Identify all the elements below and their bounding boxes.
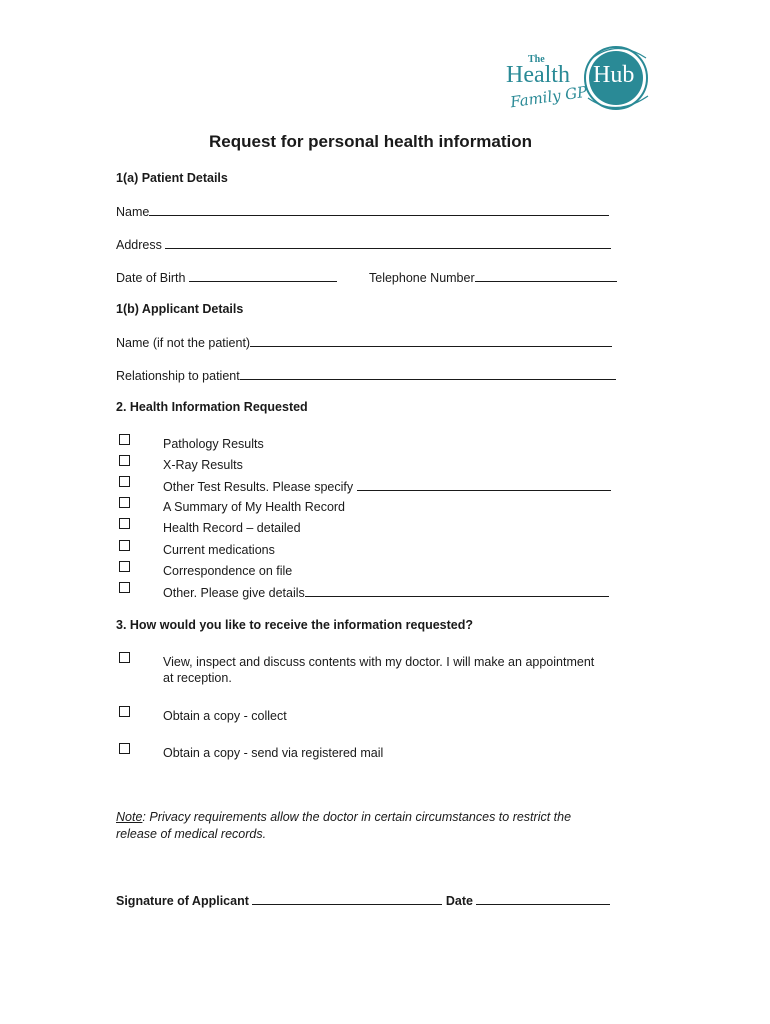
applicant-name-row <box>116 334 612 351</box>
note-label: Note <box>116 810 143 824</box>
option-view-with-doctor-line-2: at reception. <box>163 671 232 685</box>
patient-telephone-field[interactable] <box>475 269 617 282</box>
checkbox-correspondence[interactable] <box>119 561 130 572</box>
privacy-note-line-1 <box>116 809 571 826</box>
patient-name-row <box>116 203 609 220</box>
item-other-test-results: Other Test Results. Please specify <box>163 480 354 494</box>
item-other: Other. Please give details <box>163 586 305 600</box>
signature-field[interactable] <box>252 892 442 905</box>
applicant-name-field[interactable] <box>250 334 612 347</box>
item-correspondence: Correspondence on file <box>163 564 293 578</box>
section-2-heading: 2. Health Information Requested <box>116 400 308 414</box>
patient-address-label: Address <box>116 238 162 252</box>
patient-address-row <box>116 236 611 253</box>
note-text-1: : Privacy requirements allow the doctor in certain circumstances to restrict the <box>142 810 572 824</box>
patient-dob-row <box>116 269 337 286</box>
patient-name-label: Name <box>116 205 150 219</box>
signature-label: Signature of Applicant <box>116 894 249 908</box>
item-pathology-results: Pathology Results <box>163 437 264 451</box>
logo-family-gp-text: Family GP <box>509 82 589 112</box>
patient-telephone-label: Telephone Number <box>369 271 475 285</box>
patient-telephone-row <box>369 269 617 286</box>
signature-row <box>116 892 610 909</box>
checkbox-other[interactable] <box>119 582 130 593</box>
option-view-with-doctor-line-1: View, inspect and discuss contents with my doctor. I will make an appointment <box>163 655 595 669</box>
checkbox-view-with-doctor[interactable] <box>119 652 130 663</box>
section-1a-heading: 1(a) Patient Details <box>116 171 228 185</box>
date-field[interactable] <box>476 892 610 905</box>
checkbox-current-medications[interactable] <box>119 540 130 551</box>
item-other-row <box>163 584 609 601</box>
section-3-heading: 3. How would you like to receive the information requested? <box>116 618 474 632</box>
other-test-results-field[interactable] <box>357 478 611 491</box>
applicant-name-label: Name (if not the patient) <box>116 336 251 350</box>
checkbox-health-record-detailed[interactable] <box>119 518 130 529</box>
patient-address-field[interactable] <box>165 236 611 249</box>
checkbox-xray-results[interactable] <box>119 455 130 466</box>
patient-dob-label: Date of Birth <box>116 271 186 285</box>
checkbox-pathology-results[interactable] <box>119 434 130 445</box>
item-health-summary: A Summary of My Health Record <box>163 500 346 514</box>
checkbox-other-test-results[interactable] <box>119 476 130 487</box>
logo-health-text: Health <box>506 62 570 88</box>
option-copy-collect: Obtain a copy - collect <box>163 709 287 723</box>
health-hub-logo <box>498 40 658 120</box>
item-health-record-detailed: Health Record – detailed <box>163 521 301 535</box>
logo-hub-text: Hub <box>593 62 635 88</box>
relationship-label: Relationship to patient <box>116 369 240 383</box>
checkbox-health-summary[interactable] <box>119 497 130 508</box>
other-details-field[interactable] <box>305 584 609 597</box>
date-label: Date <box>445 894 473 908</box>
section-1b-heading: 1(b) Applicant Details <box>116 302 244 316</box>
checkbox-copy-mail[interactable] <box>119 743 130 754</box>
option-copy-mail: Obtain a copy - send via registered mail <box>163 746 384 760</box>
item-current-medications: Current medications <box>163 543 275 557</box>
item-other-test-results-row <box>163 478 611 495</box>
patient-name-field[interactable] <box>149 203 609 216</box>
privacy-note-line-2: release of medical records. <box>116 827 267 841</box>
checkbox-copy-collect[interactable] <box>119 706 130 717</box>
page-title: Request for personal health information <box>209 132 533 151</box>
relationship-field[interactable] <box>240 367 616 380</box>
relationship-row <box>116 367 616 384</box>
logo-the-text: The <box>528 54 545 65</box>
item-xray-results: X-Ray Results <box>163 458 243 472</box>
patient-dob-field[interactable] <box>189 269 337 282</box>
